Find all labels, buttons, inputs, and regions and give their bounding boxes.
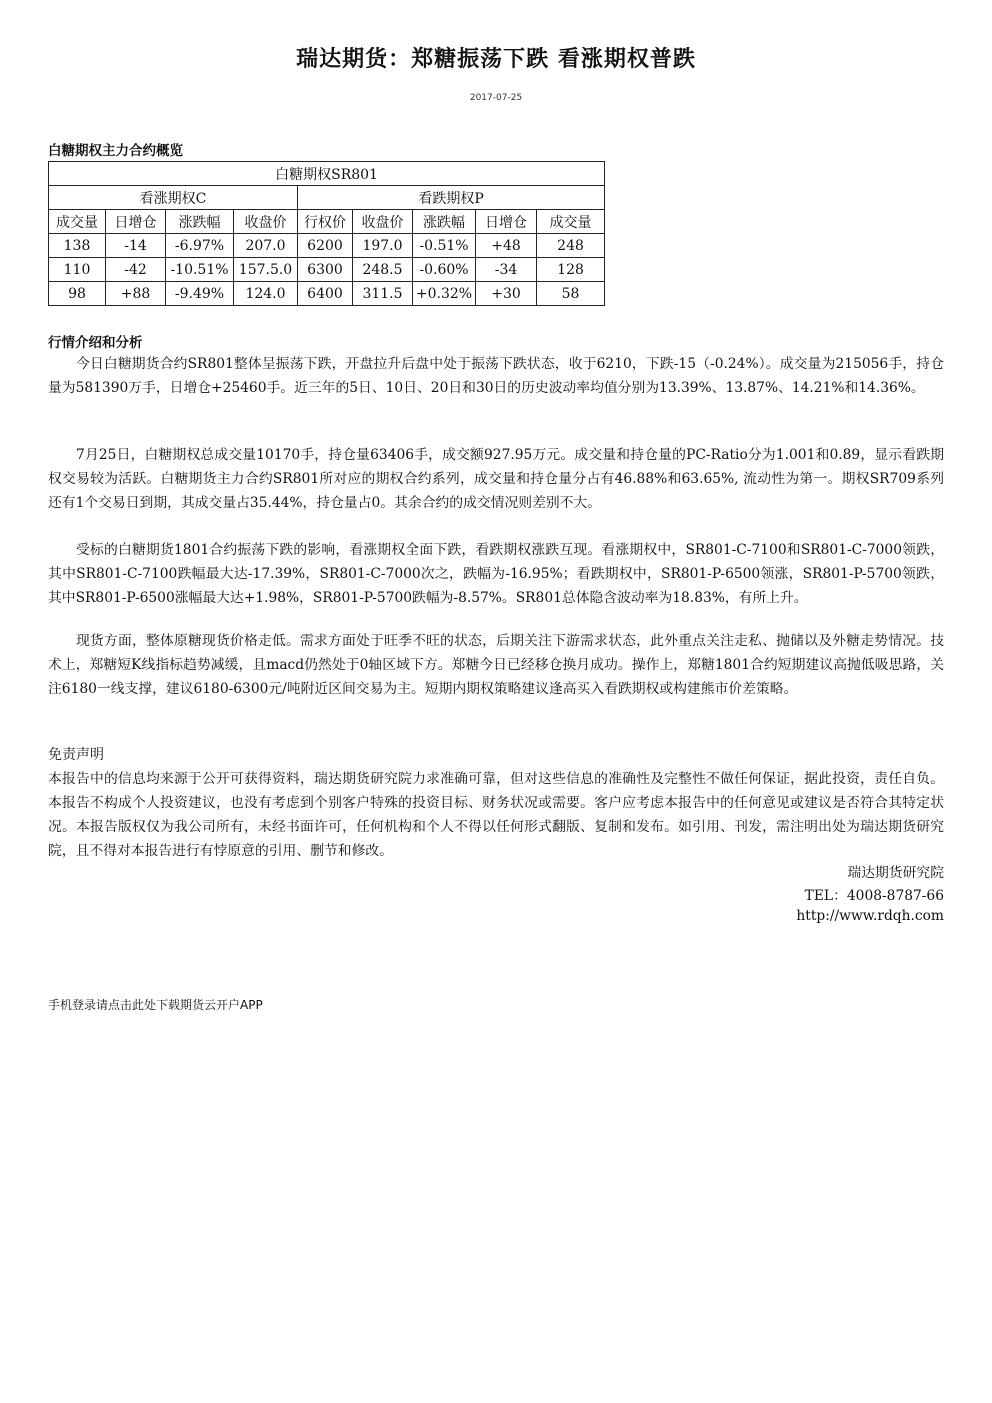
table-cell: 6400 [298,282,353,306]
analysis-paragraph-1 [48,352,944,400]
table-cell: 6200 [298,234,353,258]
table-cell: +48 [476,234,537,258]
analysis-paragraph-4 [48,629,944,701]
column-header: 成交量 [537,210,605,234]
table-header-row [49,210,605,234]
table-cell: 58 [537,282,605,306]
table-cell: -0.60% [413,258,476,282]
table-cell: -0.51% [413,234,476,258]
table-cell: +88 [106,282,166,306]
table-cell: +30 [476,282,537,306]
table-cell: 98 [49,282,106,306]
column-header: 涨跌幅 [166,210,234,234]
table-cell: 138 [49,234,106,258]
table-title-row [49,162,605,186]
analysis-paragraph-2 [48,443,944,515]
table-cell: -14 [106,234,166,258]
disclaimer-body: 本报告中的信息均来源于公开可获得资料，瑞达期货研究院力求准确可靠，但对这些信息的准确性及完整性不做任何保证，据此投资，责任自负。本报告不构成个人投资建议，也没有考虑到个别客户特殊的投资目标、财务状况或需要。客户应考虑本报告中的任何意见或建议是否符合其特定状况。本报告版权仅为我公司所有，未经书面许可，任何机构和个人不得以任何形式翻版、复制和发布。如引用、刊发，需注明出处为瑞达期货研究院，且不得对本报告进行有悖原意的引用、删节和修改。 [48,771,944,859]
paragraph-text: 7月25日，白糖期权总成交量10170手，持仓量63406手，成交额927.95万元。成交量和持仓量的PC-Ratio分为1.001和0.89，显示看跌期权交易较为活跃。白糖期货主力合约SR801所对应的期权合约系列，成交量和持仓量分占有46.88%和63.65%, 流动性为第一。期权SR709系列还有1个交易日到期，其成交量占35.44%，持仓量占0。其余合约的成交情况则差别不大。 [48,447,944,511]
options-table [48,161,605,306]
table-cell: 248.5 [353,258,413,282]
put-group-label: 看跌期权P [298,186,605,210]
analysis-heading: 行情介绍和分析 [48,335,143,351]
table-cell: 128 [537,258,605,282]
report-title: 瑞达期货：郑糖振荡下跌 看涨期权普跌 [296,47,696,72]
table-cell: -6.97% [166,234,234,258]
column-header: 日增仓 [106,210,166,234]
table-section-heading: 白糖期权主力合约概览 [48,143,183,159]
table-cell: 157.5.0 [234,258,298,282]
table-row [49,234,605,258]
table-row [49,282,605,306]
column-header: 收盘价 [234,210,298,234]
table-row [49,258,605,282]
report-date: 2017-07-25 [469,93,523,103]
table-cell: -9.49% [166,282,234,306]
disclaimer-title: 免责声明 [48,747,104,763]
column-header: 行权价 [298,210,353,234]
analysis-paragraph-3 [48,538,944,610]
table-cell: 207.0 [234,234,298,258]
column-header: 成交量 [49,210,106,234]
table-cell: 248 [537,234,605,258]
column-header: 日增仓 [476,210,537,234]
signature-org: 瑞达期货研究院 [847,865,944,881]
table-cell: 110 [49,258,106,282]
paragraph-text: 今日白糖期货合约SR801整体呈振荡下跌，开盘拉升后盘中处于振荡下跌状态，收于6210，下跌-15（-0.24%）。成交量为215056手，持仓量为581390万手，日增仓+25460手。近三年的5日、10日、20日和30日的历史波动率均值分别为13.39%、13.87%、14.21%和14.36%。 [48,356,944,396]
call-group-label: 看涨期权C [49,186,298,210]
download-app-link[interactable]: 手机登录请点击此处下载期货云开户APP [48,998,263,1012]
paragraph-text: 受标的白糖期货1801合约振荡下跌的影响，看涨期权全面下跌，看跌期权涨跌互现。看涨期权中，SR801-C-7100和SR801-C-7000领跌，其中SR801-C-7100跌幅最大达-17.39%，SR801-C-7000次之，跌幅为-16.95%；看跌期权中，SR801-P-6500领涨，SR801-P-5700领跌，其中SR801-P-6500涨幅最大达+1.98%，SR801-P-5700跌幅为-8.57%。SR801总体隐含波动率为18.83%，有所上升。 [48,542,944,606]
table-cell: 124.0 [234,282,298,306]
table-cell: 311.5 [353,282,413,306]
signature-tel: TEL：4008-8787-66 [804,888,944,904]
table-cell: 197.0 [353,234,413,258]
table-cell: 6300 [298,258,353,282]
table-group-row [49,186,605,210]
table-cell: -42 [106,258,166,282]
table-cell: -10.51% [166,258,234,282]
paragraph-text: 现货方面，整体原糖现货价格走低。需求方面处于旺季不旺的状态，后期关注下游需求状态，此外重点关注走私、抛储以及外糖走势情况。技术上，郑糖短K线指标趋势减缓，且macd仍然处于0轴区域下方。郑糖今日已经移仓换月成功。操作上，郑糖1801合约短期建议高抛低吸思路，关注6180一线支撑，建议6180-6300元/吨附近区间交易为主。短期内期权策略建议逢高买入看跌期权或构建熊市价差策略。 [48,633,944,697]
table-cell: +0.32% [413,282,476,306]
column-header: 涨跌幅 [413,210,476,234]
column-header: 收盘价 [353,210,413,234]
table-title: 白糖期权SR801 [49,162,605,186]
table-cell: -34 [476,258,537,282]
signature-url[interactable]: http://www.rdqh.com [796,908,944,924]
